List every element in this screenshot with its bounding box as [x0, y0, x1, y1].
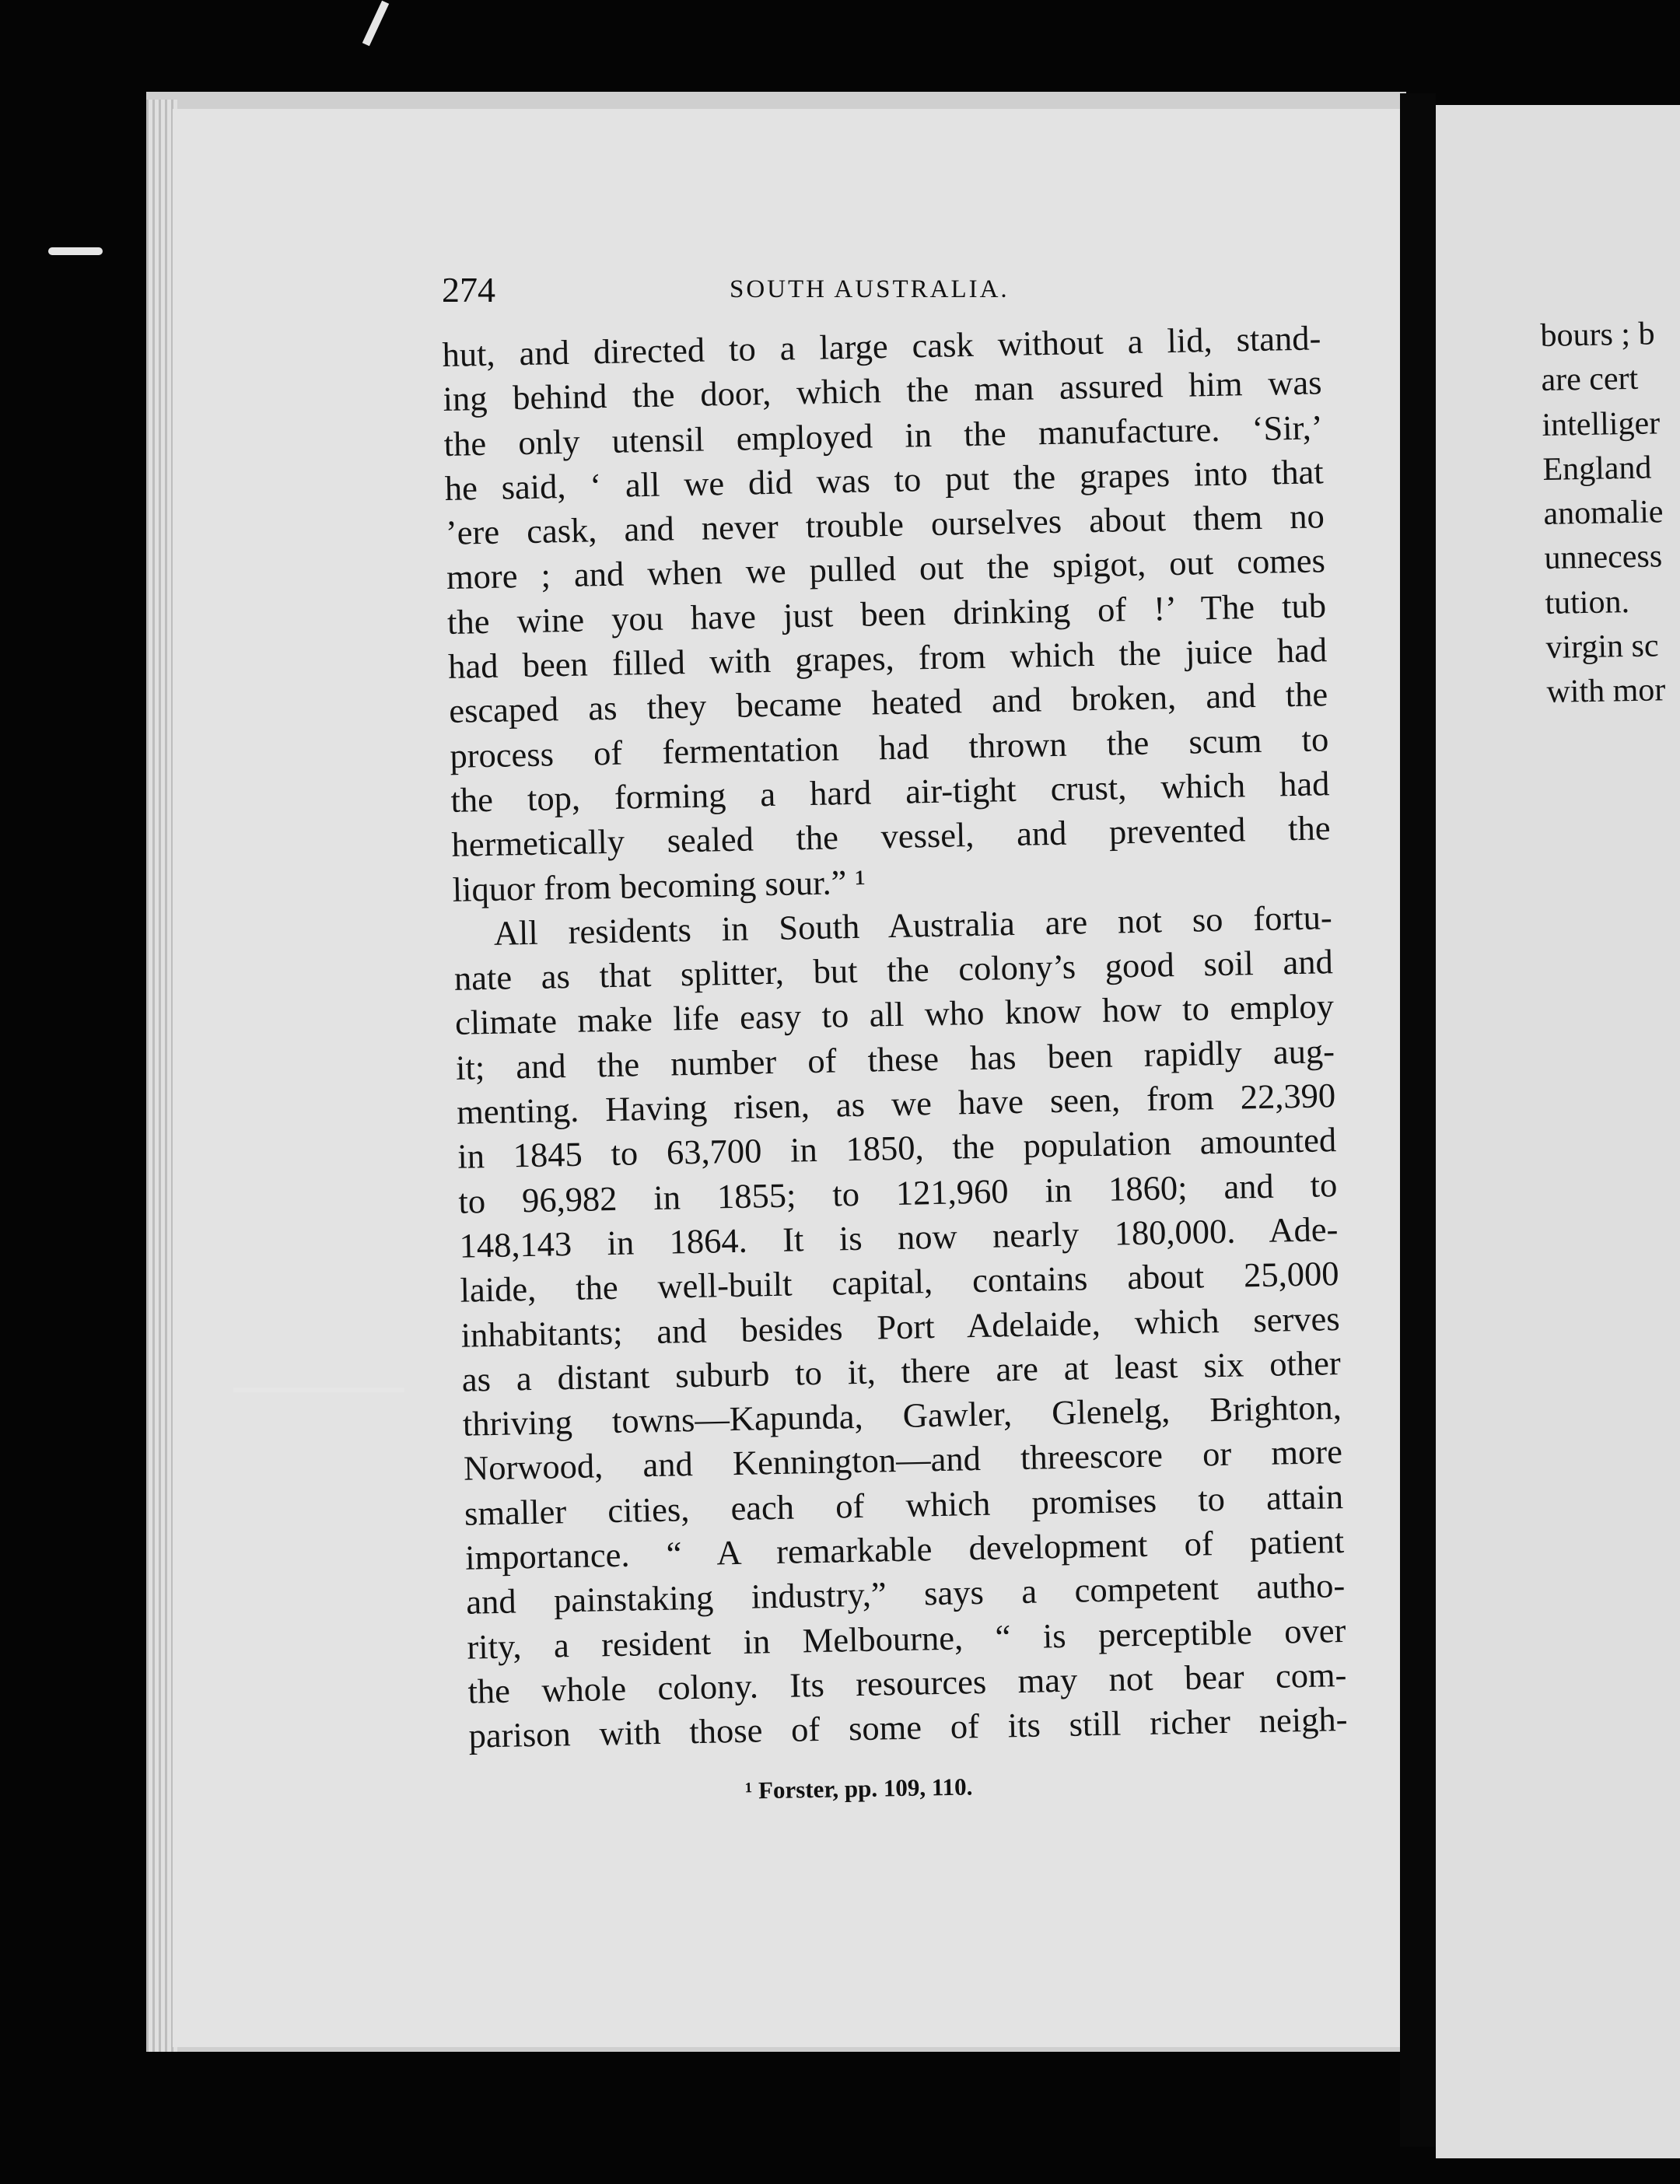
text-line: ing behind the door, which the man assured him was [443, 362, 1322, 419]
scan-artifact-top [362, 1, 389, 47]
right-text-line: with mor [1546, 672, 1666, 711]
text-line: process of fermentation had thrown the scum to [449, 719, 1329, 775]
right-text-line: tution. [1545, 583, 1630, 621]
page-title: SOUTH AUSTRALIA. [730, 275, 1010, 303]
text-line: 148,143 in 1864. It is now nearly 180,000. Ade- [459, 1209, 1339, 1265]
text-line: more ; and when we pulled out the spigot, out comes [446, 541, 1326, 597]
text-line: parison with those of some of its still richer neigh- [468, 1699, 1348, 1755]
right-text-line: anomalie [1543, 494, 1664, 533]
text-line: All residents in South Australia are not so fortu- [493, 898, 1333, 953]
text-line: inhabitants; and besides Port Adelaide, which serves [460, 1298, 1341, 1355]
right-text-line: are cert [1541, 361, 1639, 399]
scan-artifact-streak [233, 1388, 404, 1392]
scan-artifact-left [48, 247, 103, 255]
text-line: importance. “ A remarkable development of patient [464, 1521, 1345, 1577]
text-line: the whole colony. Its resources may not bear com- [467, 1654, 1347, 1711]
text-line: menting. Having risen, as we have seen, from 22,390 [456, 1076, 1336, 1132]
text-line: it; and the number of these has been rapidly aug- [455, 1031, 1335, 1087]
text-line: hut, and directed to a large cask without a lid, stand- [442, 318, 1321, 374]
book-gutter [1400, 93, 1436, 2147]
text-line: nate as that splitter, but the colony’s good soil and [453, 942, 1334, 998]
footnote: ¹ Forster, pp. 109, 110. [744, 1773, 973, 1804]
text-line: had been filled with grapes, from which the juice had [447, 630, 1328, 686]
text-line: as a distant suburb to it, there are at least six other [461, 1342, 1342, 1399]
running-head [442, 269, 1313, 316]
text-line: in 1845 to 63,700 in 1850, the population amounted [457, 1120, 1337, 1177]
text-line: laide, the well-built capital, contains about 25,000 [460, 1254, 1339, 1311]
left-page-text [442, 316, 1348, 1759]
text-line: smaller cities, each of which promises to attain [464, 1476, 1344, 1533]
text-line: the top, forming a hard air-tight crust, which had [450, 764, 1330, 820]
right-page-text [1540, 311, 1680, 716]
text-line: he said, ‘ all we did was to put the grapes into that [444, 452, 1325, 508]
text-line: and painstaking industry,” says a competent autho- [465, 1566, 1346, 1622]
text-line: Norwood, and Kennington—and threescore or more [463, 1432, 1343, 1489]
right-text-line: virgin sc [1545, 628, 1659, 667]
text-line: rity, a resident in Melbourne, “ is perceptible over [466, 1610, 1346, 1667]
text-line: the only utensil employed in the manufacture. ‘Sir,’ [443, 407, 1324, 464]
text-line: the wine you have just been drinking of !’ The tub [446, 586, 1327, 642]
right-text-line: bours ; b [1540, 316, 1655, 354]
text-line: liquor from becoming sour.” ¹ [452, 862, 866, 909]
text-line: hermetically sealed the vessel, and prevented the [451, 808, 1331, 865]
right-text-line: England [1542, 450, 1652, 488]
page-number: 274 [442, 270, 495, 310]
text-line: to 96,982 in 1855; to 121,960 in 1860; and to [457, 1164, 1338, 1221]
right-text-line: unnecess [1544, 538, 1663, 577]
text-line: ’ere cask, and never trouble ourselves about them no [445, 496, 1325, 553]
right-text-line: intelliger [1542, 404, 1661, 443]
text-line: escaped as they became heated and broken, and the [448, 674, 1328, 731]
text-line: thriving towns—Kapunda, Gawler, Glenelg, Brighton, [462, 1388, 1342, 1444]
text-line: climate make life easy to all who know how to employ [454, 986, 1335, 1043]
